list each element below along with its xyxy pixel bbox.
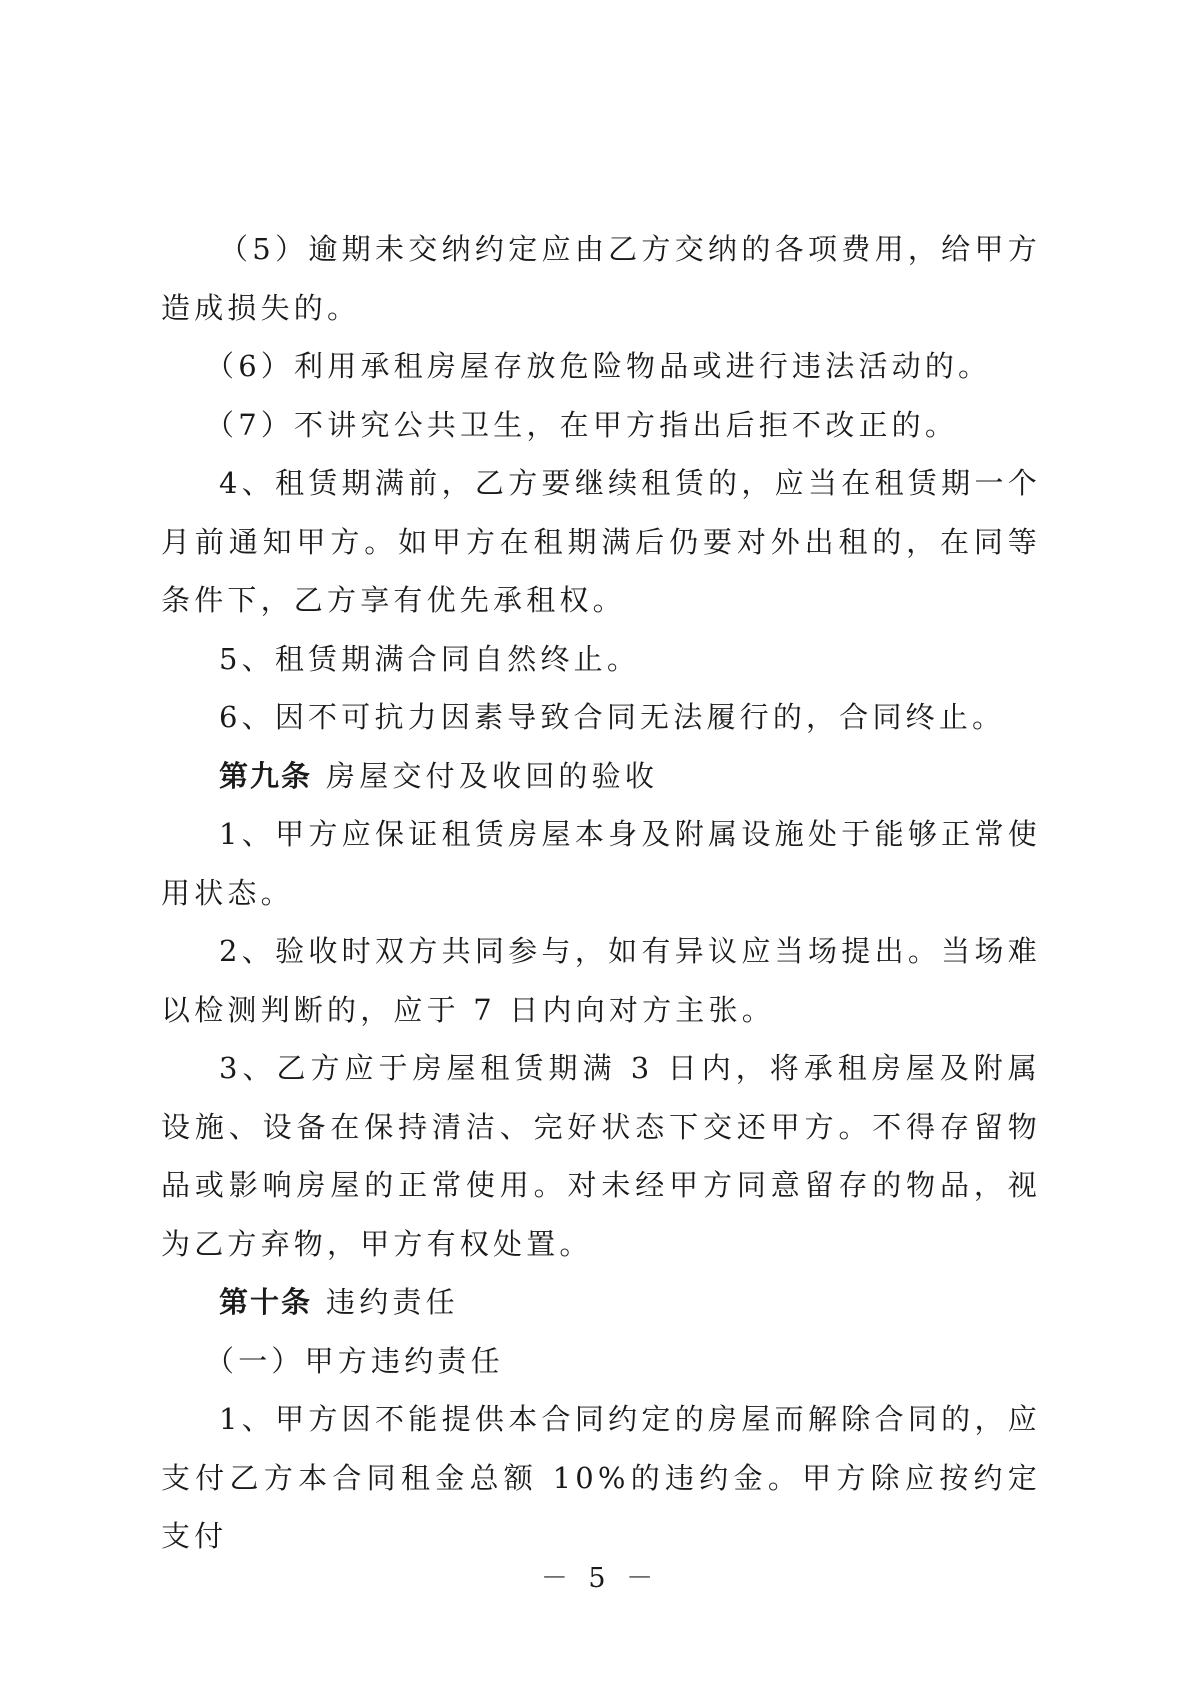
article-10-subsection: （一）甲方违约责任 [205, 1343, 504, 1378]
document-body [161, 220, 1041, 1566]
paragraph-expiry: 5、租赁期满合同自然终止。 [219, 641, 641, 676]
article-9-title: 房屋交付及收回的验收 [326, 758, 659, 793]
paragraph-force-majeure: 6、因不可抗力因素导致合同无法履行的，合同终止。 [219, 700, 1006, 734]
article-10-heading [161, 1273, 1041, 1332]
page-number: － 5 － [540, 1563, 660, 1594]
article-9-paragraph-3: 3、乙方应于房屋租赁期满 3 日内，将承租房屋及附属设施、设备在保持清洁、完好状态下交还甲方。不得存留物品或影响房屋的正常使用。对未经甲方同意留存的物品，视为乙方弃物，甲方有权处置。 [161, 1051, 1041, 1261]
article-9-paragraph-1: 1、甲方应保证租赁房屋本身及附属设施处于能够正常使用状态。 [161, 817, 1041, 910]
article-10-paragraph-1: 1、甲方因不能提供本合同约定的房屋而解除合同的，应支付乙方本合同租金总额 10%的违约金。甲方除应按约定支付 [161, 1402, 1041, 1553]
paragraph-item-7: （7）不讲究公共卫生，在甲方指出后拒不改正的。 [205, 407, 959, 442]
paragraph-item-5: （5）逾期未交纳约定应由乙方交纳的各项费用，给甲方造成损失的。 [161, 232, 1041, 325]
article-10-number: 第十条 [219, 1285, 313, 1319]
article-9-heading [161, 747, 1041, 806]
article-9-number: 第九条 [219, 758, 313, 793]
paragraph-renewal: 4、租赁期满前，乙方要继续租赁的，应当在租赁期一个月前通知甲方。如甲方在租期满后仍要对外出租的，在同等条件下，乙方享有优先承租权。 [161, 466, 1041, 617]
article-10-title: 违约责任 [326, 1285, 459, 1319]
paragraph-item-6: （6）利用承租房屋存放危险物品或进行违法活动的。 [205, 349, 992, 383]
article-9-paragraph-2: 2、验收时双方共同参与，如有异议应当场提出。当场难以检测判断的，应于 7 日内向对方主张。 [161, 934, 1041, 1027]
